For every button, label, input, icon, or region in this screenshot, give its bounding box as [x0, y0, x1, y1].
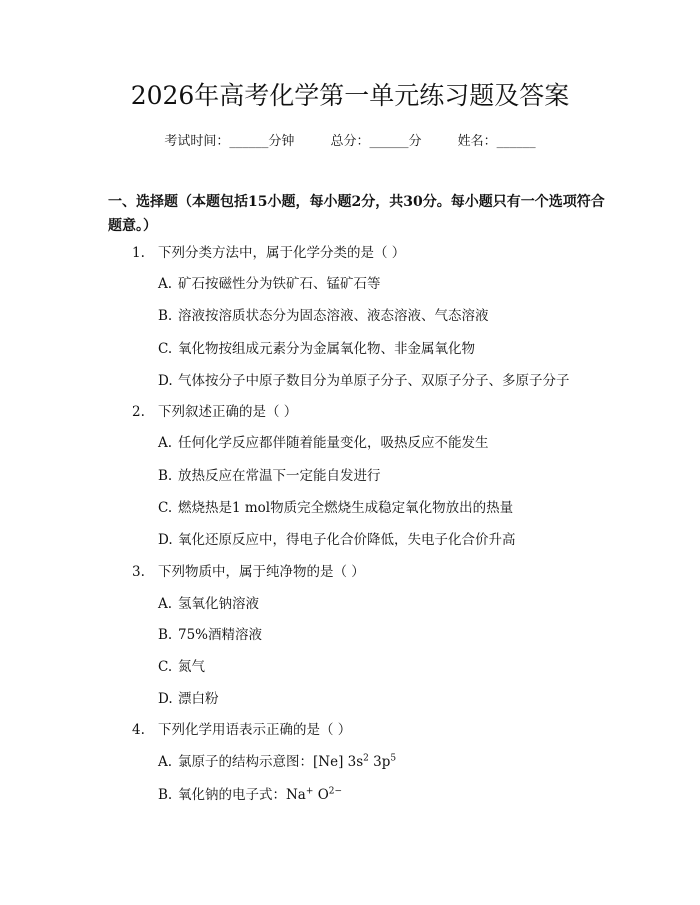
option-key: A. [158, 276, 173, 292]
option-3d [158, 689, 219, 709]
document-title: 2026年高考化学第一单元练习题及答案 [130, 81, 570, 110]
option-text: 氯原子的结构示意图：[Ne] 3s [178, 754, 364, 770]
option-key: B. [158, 468, 173, 484]
option-key: D. [158, 691, 173, 707]
option-2b [158, 466, 381, 486]
option-text: 75%酒精溶液 [178, 627, 263, 643]
superscript: 2 [363, 753, 369, 764]
option-key: B. [158, 627, 173, 643]
question-2 [132, 402, 297, 422]
option-text: 氧化钠的电子式：Na [178, 787, 306, 803]
option-key: A. [158, 435, 173, 451]
option-key: A. [158, 596, 173, 612]
option-1a [158, 274, 381, 294]
option-4a [158, 752, 396, 772]
option-text: 氢氧化钠溶液 [178, 596, 259, 612]
option-text: 矿石按磁性分为铁矿石、锰矿石等 [178, 276, 381, 292]
option-1d [158, 371, 570, 391]
option-key: C. [158, 659, 173, 675]
option-3a [158, 594, 259, 614]
option-3b [158, 625, 262, 645]
option-text: 放热反应在常温下一定能自发进行 [178, 468, 381, 484]
total-score-field: 总分：______分 [330, 134, 422, 149]
superscript: 5 [390, 753, 397, 764]
option-1b [158, 306, 489, 326]
option-key: C. [158, 500, 173, 516]
option-key: A. [158, 754, 173, 770]
option-text: O [313, 787, 329, 803]
question-text: 下列物质中，属于纯净物的是（ ） [158, 564, 365, 580]
option-key: B. [158, 787, 173, 803]
option-key: C. [158, 341, 173, 357]
question-3 [132, 562, 365, 582]
option-2a [158, 433, 489, 453]
option-text: 漂白粉 [178, 691, 219, 707]
option-key: D. [158, 532, 173, 548]
question-1 [132, 243, 405, 263]
option-text: 3p [368, 754, 391, 770]
option-key: B. [158, 308, 173, 324]
option-1c [158, 339, 475, 359]
option-text: 氧化物按组成元素分为金属氧化物、非金属氧化物 [178, 341, 475, 357]
question-text: 下列叙述正确的是（ ） [158, 404, 298, 420]
option-2c [158, 498, 513, 518]
student-name-field: 姓名：______ [457, 134, 536, 149]
question-number: 3. [132, 564, 145, 580]
option-text: 燃烧热是1 mol物质完全燃烧生成稳定氧化物放出的热量 [178, 500, 514, 516]
question-4 [132, 720, 351, 740]
option-key: D. [158, 373, 173, 389]
exam-time-field: 考试时间：______分钟 [164, 134, 295, 149]
option-text: 氧化还原反应中，得电子化合价降低，失电子化合价升高 [178, 532, 516, 548]
option-text: 任何化学反应都伴随着能量变化，吸热反应不能发生 [178, 435, 489, 451]
option-4b [158, 785, 342, 805]
option-3c [158, 657, 205, 677]
option-text: 气体按分子中原子数目分为单原子分子、双原子分子、多原子分子 [178, 373, 570, 389]
option-2d [158, 530, 516, 550]
section-heading: 一、选择题（本题包括15小题，每小题2分，共30分。每小题只有一个选项符合题意。） [108, 194, 605, 234]
exam-info [0, 132, 700, 152]
question-text: 下列化学用语表示正确的是（ ） [158, 722, 352, 738]
superscript: 2− [328, 786, 343, 797]
question-number: 4. [132, 722, 145, 738]
option-text: 氮气 [178, 659, 205, 675]
question-text: 下列分类方法中，属于化学分类的是（ ） [158, 245, 406, 261]
question-number: 2. [132, 404, 145, 420]
superscript: + [305, 786, 314, 797]
option-text: 溶液按溶质状态分为固态溶液、液态溶液、气态溶液 [178, 308, 489, 324]
question-number: 1. [132, 245, 145, 261]
